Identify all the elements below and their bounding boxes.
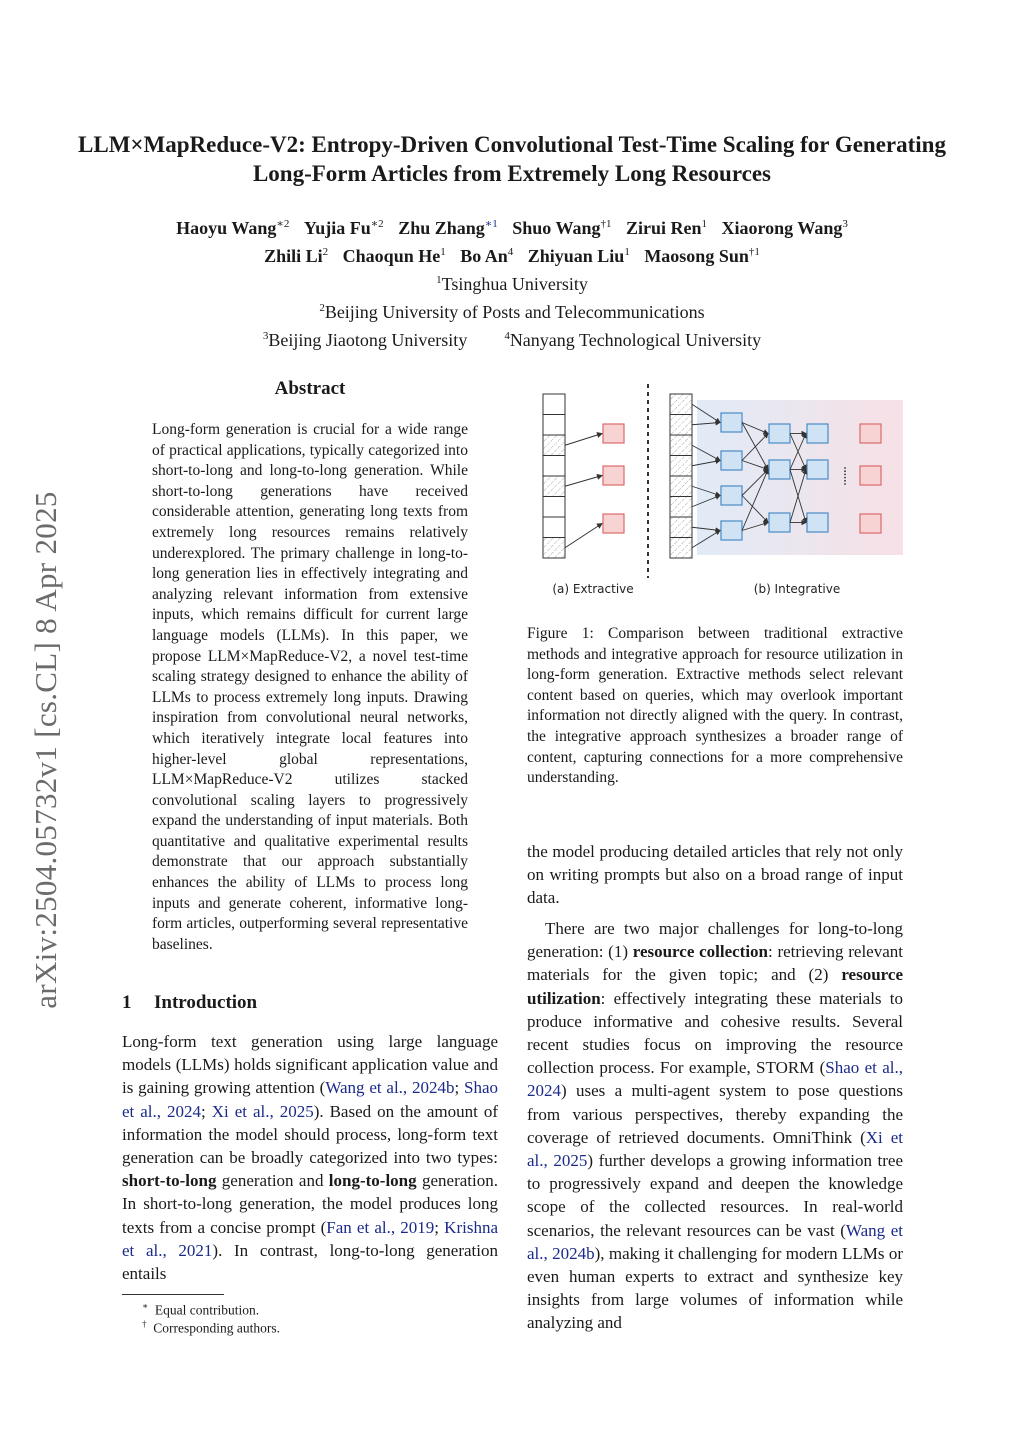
abstract-text: Long-form generation is crucial for a wide range of practical applications, typically categorized into short-to-long and long-to-long generation. While short-to-long generations have received considerable attention, generating long texts from extremely long resources remains relatively underexplored. The primary challenge in long-to-long generation lies in effectively integrating and analyzing relevant information from extensive inputs, which remains difficult for current large language models (LLMs). In this paper, we propose LLM×MapReduce-V2, a novel test-time scaling strategy designed to enhance the ability of LLMs to process extremely long inputs. Drawing inspiration from convolutional neural networks, which iteratively integrate local features into higher-level global representations, LLM×MapReduce-V2 utilizes stacked convolutional scaling layers to progressively expand the understanding of input materials. Both quantitative and qualitative experimental results demonstrate that our approach substantially enhances the ability of LLMs to process long inputs and generate coherent, informative long-form articles, outperforming several representative baselines. [152, 421, 468, 953]
citation-link[interactable]: Krishna et al., 2021 [122, 1217, 498, 1260]
arrow [565, 434, 602, 446]
document-chunk [670, 476, 692, 497]
blue-node [721, 521, 742, 540]
abstract-heading: Abstract [274, 378, 346, 399]
document-chunk [543, 517, 565, 538]
document-chunk [543, 538, 565, 559]
blue-node [807, 424, 828, 443]
citation-link[interactable]: Fan et al., 2019 [326, 1217, 435, 1237]
author: Maosong Sun$^{\dagger 1}$ [644, 246, 760, 266]
author: Zhu Zhang$^{∗1}$ [398, 218, 498, 238]
document-chunk [670, 456, 692, 477]
ellipsis-dot [844, 477, 846, 479]
output-node [860, 514, 881, 533]
document-chunk [543, 476, 565, 497]
ellipsis-dot [844, 467, 846, 469]
extracted-node [603, 466, 624, 485]
author: Haoyu Wang$^{∗2}$ [176, 218, 290, 238]
citation-link[interactable]: Xi et al., 2025 [211, 1101, 314, 1121]
footnote-corresponding: † Corresponding authors. [142, 1319, 280, 1336]
citation-link[interactable]: Wang et al., 2024b [325, 1078, 455, 1098]
document-chunk [543, 415, 565, 436]
arxiv-identifier-text: arXiv:2504.05732v1 [cs.CL] 8 Apr 2025 [28, 491, 63, 1009]
citation-link[interactable]: Shao et al., 2024 [527, 1058, 903, 1101]
document-chunk [543, 456, 565, 477]
author: Zirui Ren$^1$ [625, 218, 707, 238]
document-chunk [670, 435, 692, 456]
author-block [60, 212, 964, 352]
ellipsis-dot [844, 470, 846, 472]
author: Shuo Wang$^{\dagger 1}$ [512, 218, 612, 238]
output-node [860, 466, 881, 485]
authors-line-1 [60, 212, 964, 240]
figure-1-caption: Figure 1: Comparison between traditional extractive methods and integrative approach for resource utilization in long-form generation. Extractive methods select relevant content based on queries, which may overlook important information not directly aligned with the query. In contrast, the integrative approach synthesizes a broader range of content, capturing connections for a more comprehensive understanding. [527, 625, 903, 787]
section-heading-introduction: 1 Introduction [122, 992, 258, 1013]
blue-node [769, 424, 790, 443]
affiliation-1: $^1$Tsinghua University [436, 274, 588, 294]
citation-link[interactable]: Xi et al., 2025 [527, 1127, 903, 1171]
author: Zhiyuan Liu$^1$ [527, 246, 630, 266]
document-chunk [670, 394, 692, 415]
ellipsis-dot [844, 474, 846, 476]
arrow [565, 476, 602, 487]
blue-node [807, 513, 828, 532]
citation-link[interactable]: Shao et al., 2024 [122, 1078, 498, 1121]
paper-title: LLM×MapReduce-V2: Entropy-Driven Convolutional Test-Time Scaling for Generating Long-Form Articles from Extremely Long Resources [78, 132, 946, 186]
affiliation-3-4: $^3$Beijing Jiaotong University $^4$Nanyang Technological University [262, 330, 762, 350]
ellipsis-dot [844, 480, 846, 482]
blue-node [769, 513, 790, 532]
document-chunk [670, 517, 692, 538]
document-chunk [670, 497, 692, 518]
intro-paragraph-1: Long-form text generation using large language models (LLMs) holds significant application value and is gaining growing attention (Wang et al., 2024b; Shao et al., 2024; Xi et al., 2025). Based on the amount of information the model should process, long-form text generation can be broadly categorized into two types: short-to-long generation and long-to-long generation. In short-to-long generation, the model produces long texts from a concise prompt (Fan et al., 2019; Krishna et al., 2021). In contrast, long-to-long generation entails [122, 1032, 498, 1284]
blue-node [769, 460, 790, 479]
document-chunk [670, 415, 692, 436]
author: Chaoqun He$^1$ [342, 246, 446, 266]
blue-node [807, 460, 828, 479]
figure-1-diagram [527, 380, 903, 610]
arxiv-identifier [22, 460, 70, 1040]
footnote-rule [122, 1294, 224, 1295]
affiliation-2: $^2$Beijing University of Posts and Telecommunications [319, 302, 705, 322]
citation-link[interactable]: Wang et al., 2024b [527, 1220, 903, 1263]
document-chunk [543, 394, 565, 415]
document-chunk [670, 538, 692, 559]
author: Bo An$^4$ [460, 246, 514, 266]
author: Yujia $Fu^{∗2}$ [303, 218, 384, 238]
blue-node [721, 451, 742, 470]
author: Zhili Li$^2$ [264, 246, 329, 266]
author: Xiaorong Wang$^3$ [721, 218, 848, 238]
extracted-node [603, 424, 624, 443]
right-paragraph-2: There are two major challenges for long-to-long generation: (1) resource collection: retrieving relevant materials for the given topic; and (2) resource utilization: effectively integrating these materials to produce informative and cohesive results. Several recent studies focus on improving the resource collection process. For example, STORM (Shao et al., 2024) uses a multi-agent system to pose questions from various perspectives, thereby expanding the coverage of retrieved documents. OmniThink (Xi et al., 2025) further develops a growing information tree to progressively expand and deepen the knowledge scope of the collected resources. In real-world scenarios, the relevant resources can be vast (Wang et al., 2024b), making it challenging for modern LLMs or even human experts to extract and synthesize key insights from large volumes of information while analyzing and [527, 919, 903, 1333]
blue-node [721, 486, 742, 505]
extracted-node [603, 514, 624, 533]
document-chunk [543, 497, 565, 518]
right-paragraph-1: the model producing detailed articles that rely not only on writing prompts but also on a broad range of input data. [527, 842, 903, 908]
ellipsis-dot [844, 483, 846, 485]
arrow [565, 524, 602, 548]
document-chunk [543, 435, 565, 456]
figure-1 [527, 380, 903, 610]
blue-node [721, 413, 742, 432]
footnote-equal-contribution: ∗ Equal contribution. [142, 1301, 260, 1318]
figure-label-extractive: (a) Extractive [552, 582, 634, 596]
output-node [860, 424, 881, 443]
figure-label-integrative: (b) Integrative [753, 582, 841, 596]
authors-line-2 [60, 240, 964, 268]
